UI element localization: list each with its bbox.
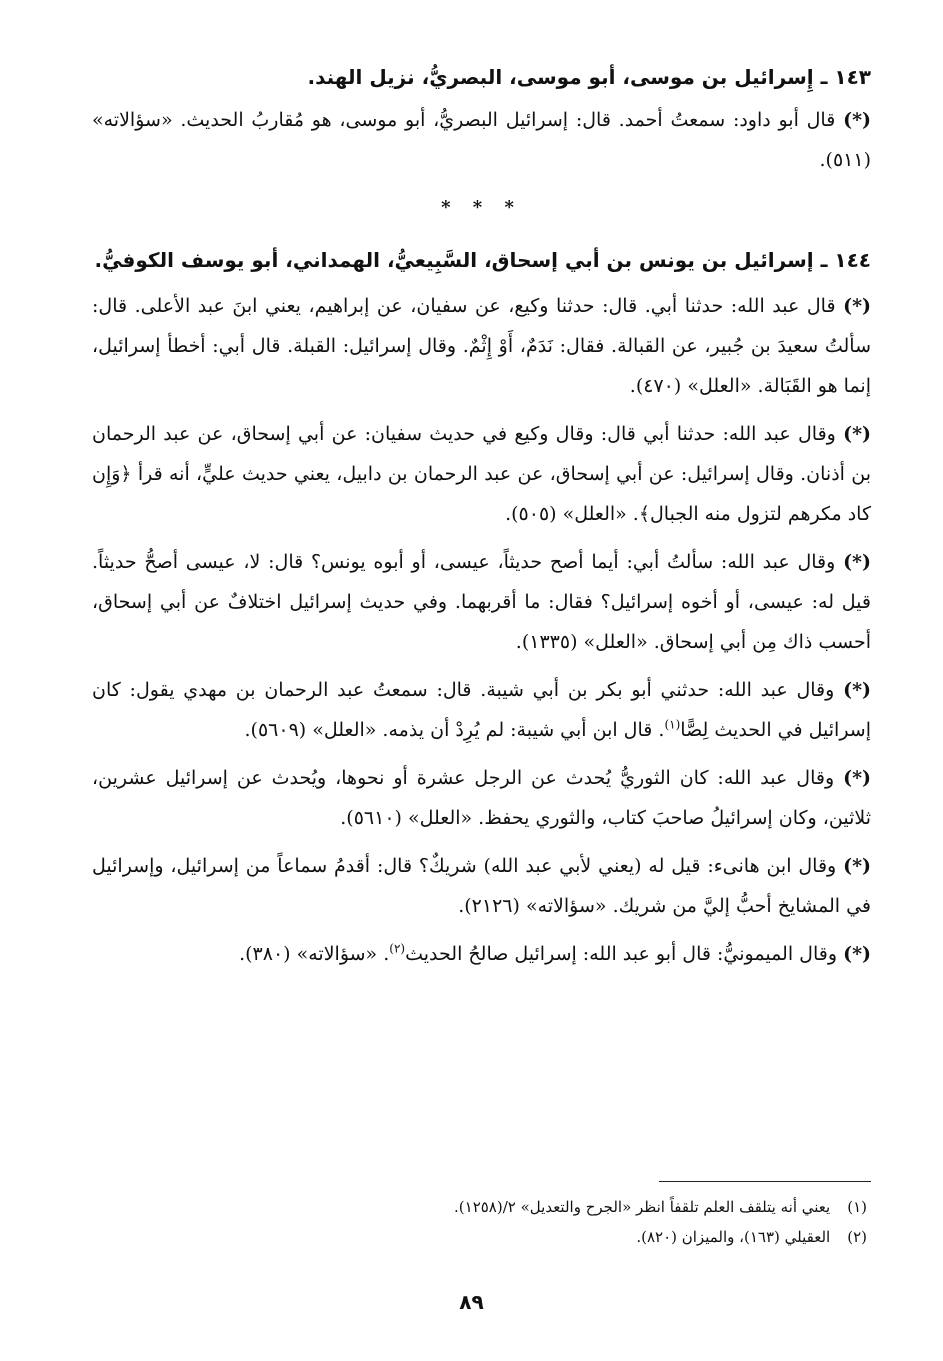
paragraph-text: قال أبو داود: سمعتُ أحمد. قال: إسرائيل البصريُّ، أبو موسى، هو مُقاربُ الحديث. «سؤالاته» (٥١١).: [92, 109, 871, 171]
paragraph-text: وقال عبد الله: كان الثوريُّ يُحدث عن الرجل عشرة أو نحوها، ويُحدث عن إسرائيل عشرين، ثلاثين، وكان إسرائيلُ صاحبَ كتاب، والثوري يحفظ. «العلل» (٥٦١٠).: [92, 767, 871, 829]
footnote-ref-2: (٢): [389, 941, 406, 956]
asterisk-mark: (*): [843, 679, 871, 701]
section-separator: * * *: [441, 197, 522, 218]
entry-144-paragraph-2: [92, 414, 871, 534]
footnote-ref-1: (١): [664, 717, 681, 732]
paragraph-text: قال عبد الله: حدثنا أبي. قال: حدثنا وكيع، عن سفيان، عن إبراهيم، يعني ابنَ عبد الأعلى. قال: سألتُ سعيدَ بن جُبير، عن القبالة. فقال: نَدَمٌ، أَوْ إِثْمٌ. وقال إسرائيل: القبلة. قال أبي: أخطأ إسرائيل، إنما هو القَبَالة. «العلل» (٤٧٠).: [92, 295, 871, 397]
paragraph-text: وقال عبد الله: حدثنا أبي قال: وقال وكيع في حديث سفيان: عن أبي إسحاق، عن عبد الرحمان بن أذنان. وقال إسرائيل: عن أبي إسحاق، عن عبد الرحمان بن دابيل، يعني حديث عليٍّ، أنه قرأ ﴿وَإِن كاد مكرهم لتزول منه الجبال﴾. «العلل» (٥٠٥).: [92, 423, 871, 525]
paragraph-text: وقال عبد الله: سألتُ أبي: أيما أصح حديثاً، عيسى، أو أبوه يونس؟ قال: لا، عيسى أصحُّ حديثاً. قيل له: عيسى، أو أخوه إسرائيل؟ فقال: ما أقربهما. وفي حديث إسرائيل اختلافٌ عن أبي إسحاق، أحسب ذاك مِن أبي إسحاق. «العلل» (١٣٣٥).: [92, 551, 871, 653]
paragraph-text: وقال ابن هانىء: قيل له (يعني لأبي عبد الله) شريكٌ؟ قال: أقدمُ سماعاً من إسرائيل، وإسرائيل في المشايخ أحبُّ إليَّ من شريك. «سؤالاته» (٢١٢٦).: [92, 855, 871, 917]
asterisk-mark: (*): [843, 943, 871, 965]
entry-144-paragraph-6: [92, 846, 871, 926]
footnotes: [92, 1192, 867, 1252]
asterisk-mark: (*): [843, 423, 871, 445]
asterisk-mark: (*): [843, 295, 871, 317]
asterisk-mark: (*): [843, 109, 871, 131]
entry-144-paragraph-4: [92, 670, 871, 750]
paragraph-text: وقال عبد الله: حدثني أبو بكر بن أبي شيبة. قال: سمعتُ عبد الرحمان بن مهدي يقول: كان إسرائيل في الحديث لِصًّا: [92, 679, 871, 741]
entry-143-paragraph-1: [92, 100, 871, 180]
entry-144-paragraph-5: [92, 758, 871, 838]
footnote-text: العقيلي (١٦٣)، والميزان (٨٢٠).: [636, 1228, 831, 1246]
paragraph-text-after: . قال ابن أبي شيبة: لم يُرِدْ أن يذمه. «العلل» (٥٦٠٩).: [244, 719, 665, 741]
asterisk-mark: (*): [843, 767, 871, 789]
footnote-1: [92, 1192, 867, 1222]
entry-144-paragraph-7: [92, 934, 871, 974]
paragraph-text-after: . «سؤالاته» (٣٨٠).: [239, 943, 390, 965]
entry-144-paragraph-1: [92, 286, 871, 406]
footnote-divider: [659, 1181, 871, 1182]
entry-144-paragraph-3: [92, 542, 871, 662]
page-body: [92, 58, 871, 982]
asterisk-mark: (*): [843, 551, 871, 573]
footnote-number: (٢): [847, 1228, 867, 1246]
paragraph-text: وقال الميمونيُّ: قال أبو عبد الله: إسرائيل صالحُ الحديث: [405, 943, 838, 965]
footnote-text: يعني أنه يتلقف العلم تلقفاً انظر «الجرح والتعديل» ٢/(١٢٥٨).: [454, 1198, 831, 1216]
footnote-number: (١): [847, 1198, 867, 1216]
entry-heading-143: ١٤٣ ـ إِسرائيل بن موسى، أبو موسى، البصريُّ، نزيل الهند.: [307, 65, 871, 89]
footnote-2: [92, 1222, 867, 1252]
page-number: ٨٩: [459, 1290, 484, 1314]
asterisk-mark: (*): [843, 855, 872, 877]
entry-heading-144: ١٤٤ ـ إسرائيل بن يونس بن أبي إسحاق، السَّبِيعيُّ، الهمداني، أبو يوسف الكوفيُّ.: [94, 248, 871, 272]
